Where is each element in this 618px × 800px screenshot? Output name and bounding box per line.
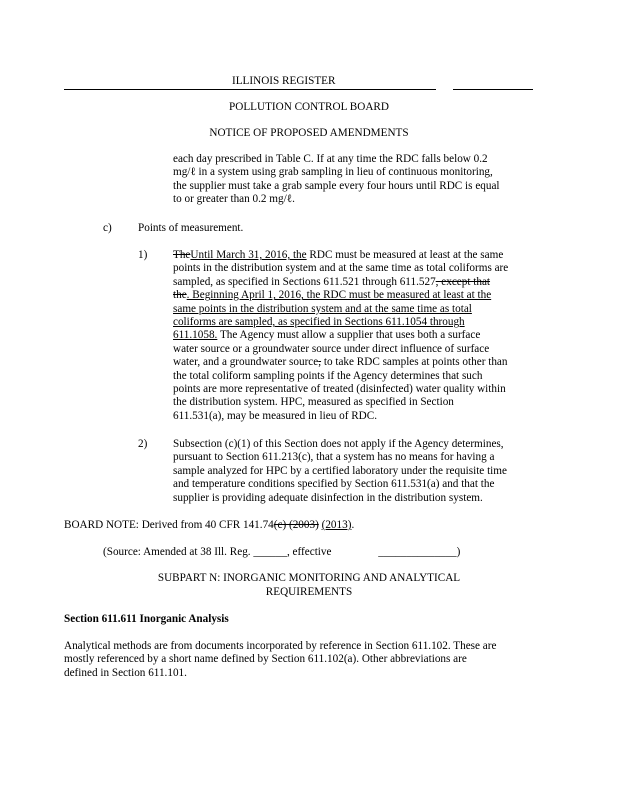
deleted-text: (c) (2003) [273, 519, 319, 531]
text-line: the total coliform sampling points if the Agency determines that such [173, 369, 483, 382]
text-line: each day prescribed in Table C. If at any time the RDC falls below 0.2 [173, 153, 488, 165]
text-line: points in the distribution system and at the same time as total coliforms are [173, 262, 509, 275]
text-line: to or greater than 0.2 mg/ℓ. [173, 193, 295, 206]
item-2-paragraph [173, 438, 545, 505]
subpart-heading-line-2: REQUIREMENTS [265, 586, 353, 598]
text-line: 611.531(a), may be measured in lieu of RDC. [173, 409, 378, 422]
subpart-heading-line-1: SUBPART N: INORGANIC MONITORING AND ANALYTICAL [157, 572, 461, 584]
text-line [173, 289, 545, 302]
text-line: sample analyzed for HPC by a certified laboratory under the requisite time [173, 464, 507, 477]
text-line: the supplier must take a grab sample every four hours until RDC is equal [173, 179, 500, 192]
subsection-c-text: Points of measurement. [138, 222, 244, 234]
text-line: mostly referenced by a short name defined by Section 611.102(a). Other abbreviations are [64, 653, 467, 666]
inserted-text: . Beginning April 1, 2016, the RDC must be measured at least at the [186, 289, 492, 302]
blank-field: ______________ [378, 546, 457, 558]
deleted-text: , except that [435, 275, 491, 288]
header-rule-right [453, 89, 533, 90]
deleted-text: The [173, 249, 191, 261]
header-rule-left [64, 89, 436, 90]
continuation-paragraph [173, 153, 500, 207]
inserted-text: same points in the distribution system and at the same time as total [173, 302, 472, 315]
source-line: (Source: Amended at 38 Ill. Reg. ______, effective ______________) [103, 546, 461, 558]
subsection-c-label: c) [103, 222, 112, 234]
item-1-label: 1) [138, 249, 148, 261]
inserted-text: Until March 31, 2016, the [190, 249, 307, 261]
section-title: Section 611.611 Inorganic Analysis [64, 613, 229, 625]
inserted-text: 611.1058. [173, 329, 218, 342]
text-line: pursuant to Section 611.213(c), that a system has no means for having a [173, 451, 495, 464]
text-line: Subsection (c)(1) of this Section does not apply if the Agency determines, [173, 438, 504, 450]
text-line: mg/ℓ in a system using grab sampling in lieu of continuous monitoring, [173, 166, 493, 179]
item-2-label: 2) [138, 438, 148, 450]
item-1-paragraph [173, 249, 545, 423]
board-note: BOARD NOTE: Derived from 40 CFR 141.74(c) (2003) (2013). [64, 519, 355, 531]
text-line: supplier is providing adequate disinfection in the distribution system. [173, 491, 483, 504]
notice-title: NOTICE OF PROPOSED AMENDMENTS [209, 127, 409, 139]
text-line: 611.1058. The Agency must allow a supplier that uses both a surface [173, 329, 481, 342]
text-line: TheUntil March 31, 2016, the RDC must be measured at least at the same [173, 249, 504, 261]
text-line: water source or a groundwater source under direct influence of surface [173, 342, 490, 355]
text-line: and temperature conditions specified by Section 611.531(a) and that the [173, 478, 495, 491]
text-line: the distribution system. HPC, measured as specified in Section [173, 396, 454, 409]
inserted-text: (2013) [321, 519, 352, 531]
blank-field: ______ [253, 546, 287, 558]
deleted-text: the [173, 289, 187, 302]
agency-title: POLLUTION CONTROL BOARD [229, 101, 389, 113]
text-line: defined in Section 611.101. [64, 666, 187, 679]
analysis-paragraph [64, 640, 554, 680]
inserted-text: coliforms are sampled, as specified in Sections 611.1054 through [173, 316, 465, 329]
text-line: Analytical methods are from documents incorporated by reference in Section 611.102. These are [64, 640, 497, 652]
text-line: points are more representative of treated (disinfected) water quality within [173, 383, 506, 396]
text-line: water, and a groundwater source, to take RDC samples at points other than [173, 356, 508, 369]
text-line: sampled, as specified in Sections 611.521 through 611.527, except that [173, 275, 491, 288]
register-title: ILLINOIS REGISTER [232, 75, 336, 87]
deleted-text: , [318, 356, 322, 369]
